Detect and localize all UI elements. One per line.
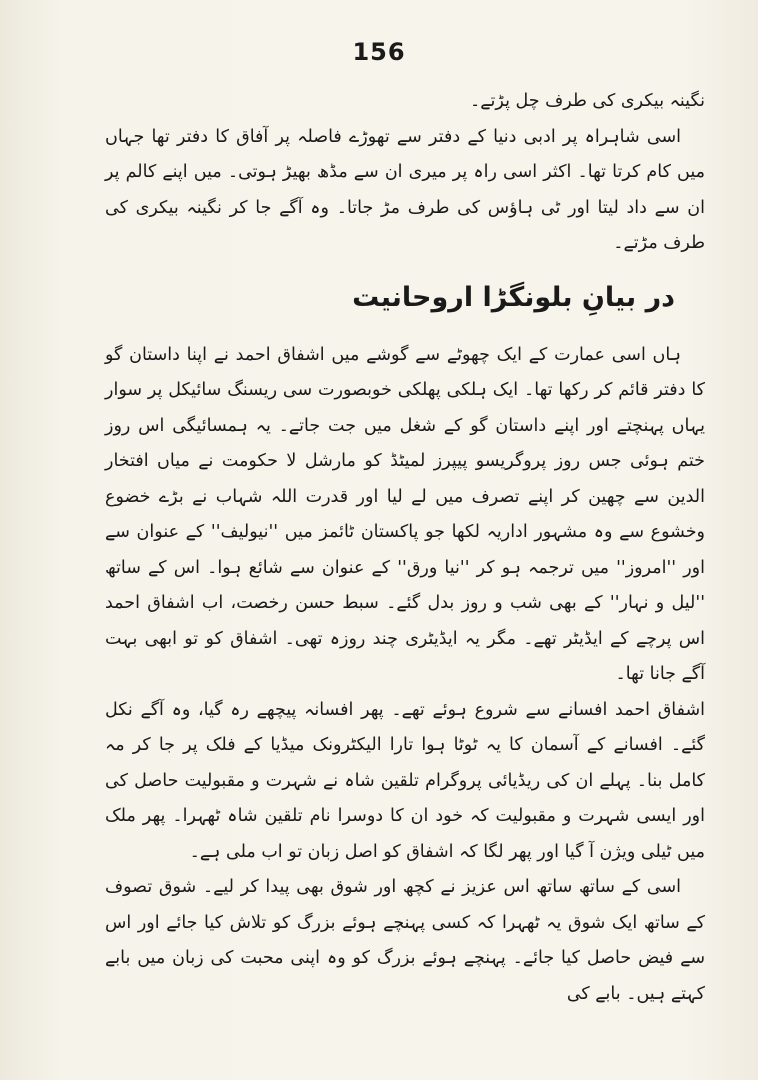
section-heading: در بیانِ بلونگڑا اروحانیت bbox=[352, 281, 675, 313]
paragraph: اسی کے ساتھ ساتھ اس عزیز نے کچھ اور شوق بھی پیدا کر لیے۔ شوق تصوف کے ساتھ ایک شوق یہ ٹھہرا کہ کسی پہنچے ہوئے بزرگ کو تلاش کیا جائے اور اس سے فیض حاصل کیا جائے۔ پہنچے ہوئے بزرگ کو وہ اپنی محبت کی زبان میں بابے کہتے ہیں۔ بابے کی bbox=[105, 877, 705, 1004]
paragraph: نگینہ بیکری کی طرف چل پڑتے۔ bbox=[470, 91, 705, 111]
paragraph: ہاں اسی عمارت کے ایک چھوٹے سے گوشے میں اشفاق احمد نے اپنا داستان گو کا دفتر قائم کر رکھا تھا۔ ایک ہلکی پھلکی خوبصورت سی ریسنگ سائیکل پر سوار یہاں پہنچتے اور اپنے داستان گو کے شغل میں جت جاتے۔ یہ ہمسائیگی اس روز ختم ہوئی جس روز پروگریسو پیپرز لمیٹڈ کو مارشل لا حکومت نے میاں افتخار الدین سے چھین کر اپنے تصرف میں لے لیا اور قدرت اللہ شہاب نے بڑے خضوع وخشوع سے وہ مشہور اداریہ لکھا جو پاکستان ٹائمز میں ''نیولیف'' کے عنوان سے اور ''امروز'' میں ترجمہ ہو کر ''نیا ورق'' کے عنوان سے شائع ہوا۔ اس کے ساتھ ''لیل و نہار'' کے بھی شب و روز بدل گئے۔ سبط حسن رخصت، اب اشفاق احمد اس پرچے کے ایڈیٹر تھے۔ مگر یہ ایڈیٹری چند روزہ تھی۔ اشفاق کو تو ابھی بہت آگے جانا تھا۔ bbox=[105, 344, 705, 684]
paragraph: اسی شاہراہ پر ادبی دنیا کے دفتر سے تھوڑے فاصلہ پر آفاق کا دفتر تھا جہاں میں کام کرتا تھا۔ اکثر اسی راہ پر میری ان سے مڈھ بھیڑ ہوتی۔ میں اپنے کالم پر ان سے داد لیتا اور ٹی ہاؤس کی طرف مڑ جاتا۔ وہ آگے جا کر نگینہ بیکری کی طرف مڑتے۔ bbox=[105, 126, 705, 253]
page-text bbox=[105, 84, 705, 1012]
page-number: 156 bbox=[352, 38, 406, 66]
paragraph: اشفاق احمد افسانے سے شروع ہوئے تھے۔ پھر افسانہ پیچھے رہ گیا، وہ آگے نکل گئے۔ افسانے کے آسمان کا یہ ٹوٹا ہوا تارا الیکٹرونک میڈیا کے فلک پر جا کر مہ کامل بنا۔ پہلے ان کی ریڈیائی پروگرام تلقین شاہ نے شہرت و مقبولیت حاصل کی اور ایسی شہرت و مقبولیت کہ خود ان کا دوسرا نام تلقین شاہ ٹھہرا۔ پھر ملک میں ٹیلی ویژن آ گیا اور پھر لگا کہ اشفاق کو اصل زبان تو اب ملی ہے۔ bbox=[105, 699, 705, 862]
